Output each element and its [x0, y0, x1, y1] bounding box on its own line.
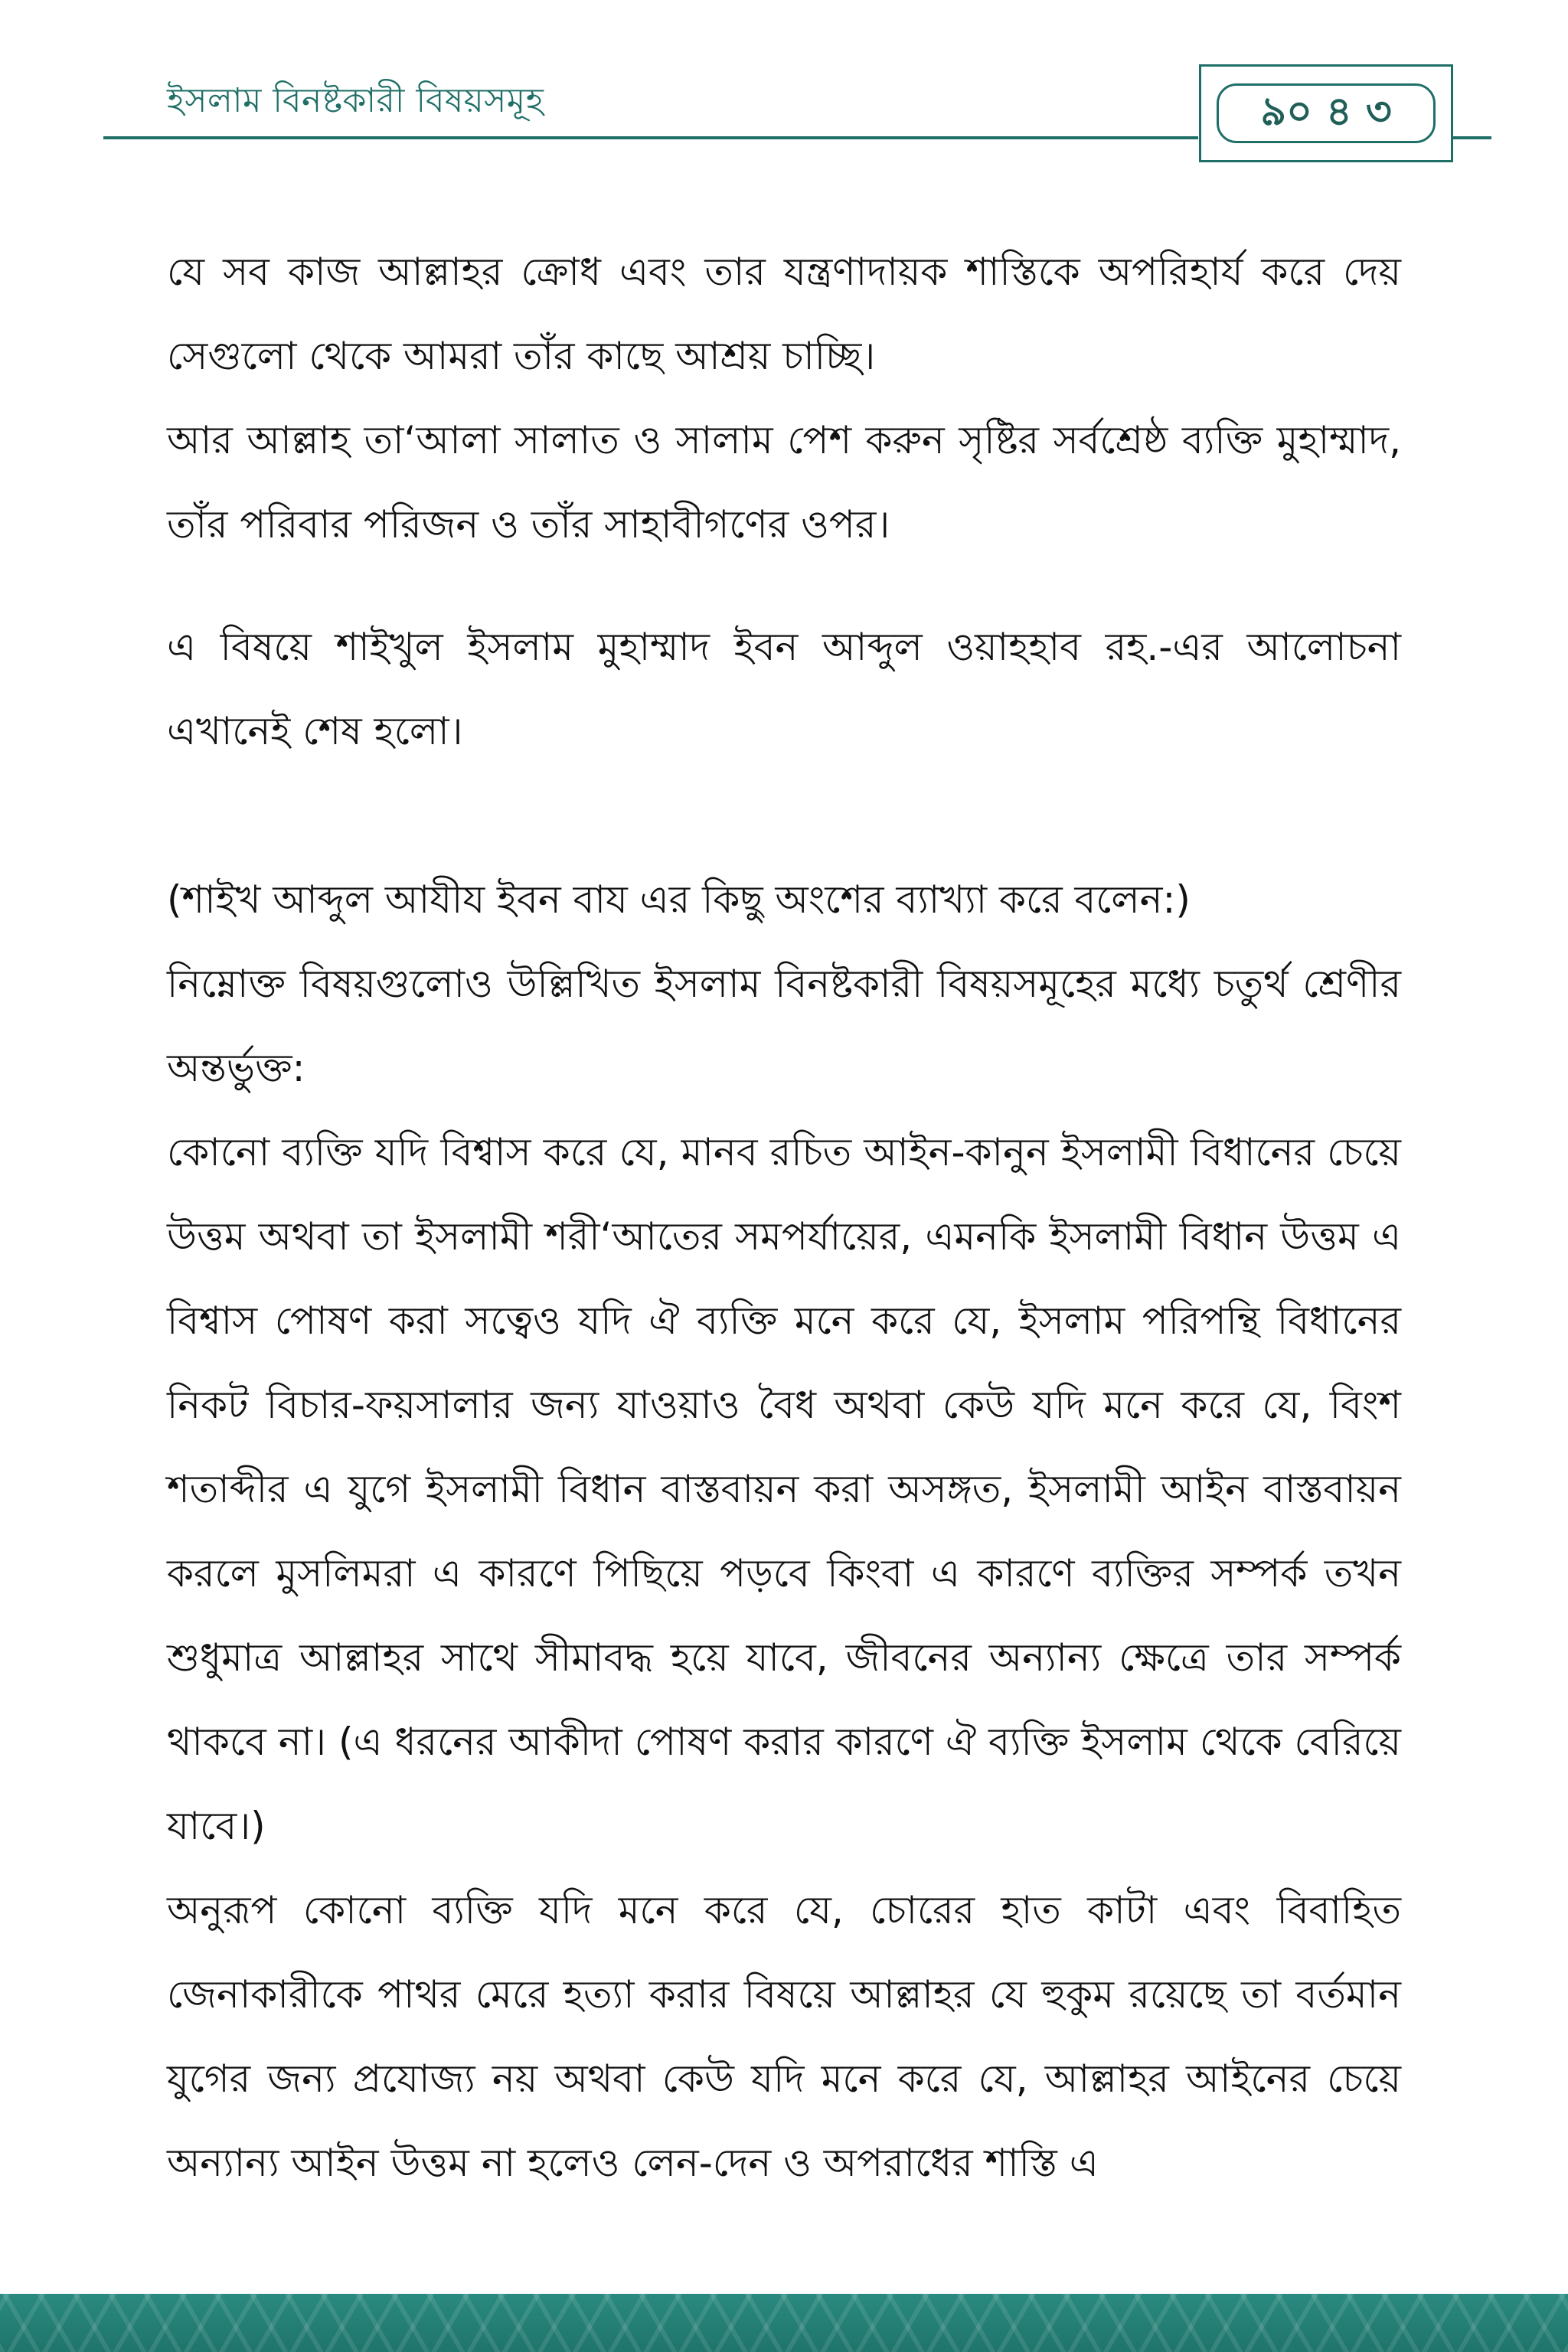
paragraph-7: অনুরূপ কোনো ব্যক্তি যদি মনে করে যে, চোরের হাত কাটা এবং বিবাহিত জেনাকারীকে পাথর মেরে হত্যা করার বিষয়ে আল্লাহর যে হুকুম রয়েছে তা বর্তমান যুগের জন্য প্রযোজ্য নয় অথবা কেউ যদি মনে করে যে, আল্লাহর আইনের চেয়ে অন্যান্য আইন উত্তম না হলেও লেন-দেন ও অপরাধের শাস্তি এ [167, 1888, 1401, 2185]
running-title: ইসলাম বিনষ্টকারী বিষয়সমূহ [167, 81, 544, 120]
paragraph-4: (শাইখ আব্দুল আযীয ইবন বায এর কিছু অংশের ব্যাখ্যা করে বলেন:) [167, 877, 1191, 922]
header-rule-tail [1453, 136, 1491, 139]
page-number-frame [1199, 64, 1453, 162]
page-number-inner-frame [1217, 83, 1436, 143]
body-text [167, 230, 1401, 2205]
page-number: ৯০ ৪ ৩ [1260, 87, 1392, 135]
header-rule [103, 136, 1198, 139]
paragraph-1: যে সব কাজ আল্লাহর ক্রোধ এবং তার যন্ত্রণাদায়ক শাস্তিকে অপরিহার্য করে দেয় সেগুলো থেকে আমরা তাঁর কাছে আশ্রয় চাচ্ছি। [167, 250, 1401, 378]
spacer [167, 773, 1401, 858]
footer-pattern-band [0, 2294, 1568, 2352]
spacer [167, 567, 1401, 605]
paragraph-5: নিম্নোক্ত বিষয়গুলোও উল্লিখিত ইসলাম বিনষ্টকারী বিষয়সমূহের মধ্যে চতুর্থ শ্রেণীর অন্তর্ভুক্ত: [167, 962, 1401, 1090]
paragraph-3: এ বিষয়ে শাইখুল ইসলাম মুহাম্মাদ ইবন আব্দুল ওয়াহহাব রহ.-এর আলোচনা এখানেই শেষ হলো। [167, 625, 1401, 753]
paragraph-2: আর আল্লাহ তা‘আলা সালাত ও সালাম পেশ করুন সৃষ্টির সর্বশ্রেষ্ঠ ব্যক্তি মুহাম্মাদ, তাঁর পরিবার পরিজন ও তাঁর সাহাবীগণের ওপর। [167, 418, 1401, 547]
paragraph-6: কোনো ব্যক্তি যদি বিশ্বাস করে যে, মানব রচিত আইন-কানুন ইসলামী বিধানের চেয়ে উত্তম অথবা তা ইসলামী শরী‘আতের সমপর্যায়ের, এমনকি ইসলামী বিধান উত্তম এ বিশ্বাস পোষণ করা সত্বেও যদি ঐ ব্যক্তি মনে করে যে, ইসলাম পরিপন্থি বিধানের নিকট বিচার-ফয়সালার জন্য যাওয়াও বৈধ অথবা কেউ যদি মনে করে যে, বিংশ শতাব্দীর এ যুগে ইসলামী বিধান বাস্তবায়ন করা অসঙ্গত, ইসলামী আইন বাস্তবায়ন করলে মুসলিমরা এ কারণে পিছিয়ে পড়বে কিংবা এ কারণে ব্যক্তির সম্পর্ক তখন শুধুমাত্র আল্লাহর সাথে সীমাবদ্ধ হয়ে যাবে, জীবনের অন্যান্য ক্ষেত্রে তার সম্পর্ক থাকবে না। (এ ধরনের আকীদা পোষণ করার কারণে ঐ ব্যক্তি ইসলাম থেকে বেরিয়ে যাবে।) [167, 1130, 1401, 1848]
